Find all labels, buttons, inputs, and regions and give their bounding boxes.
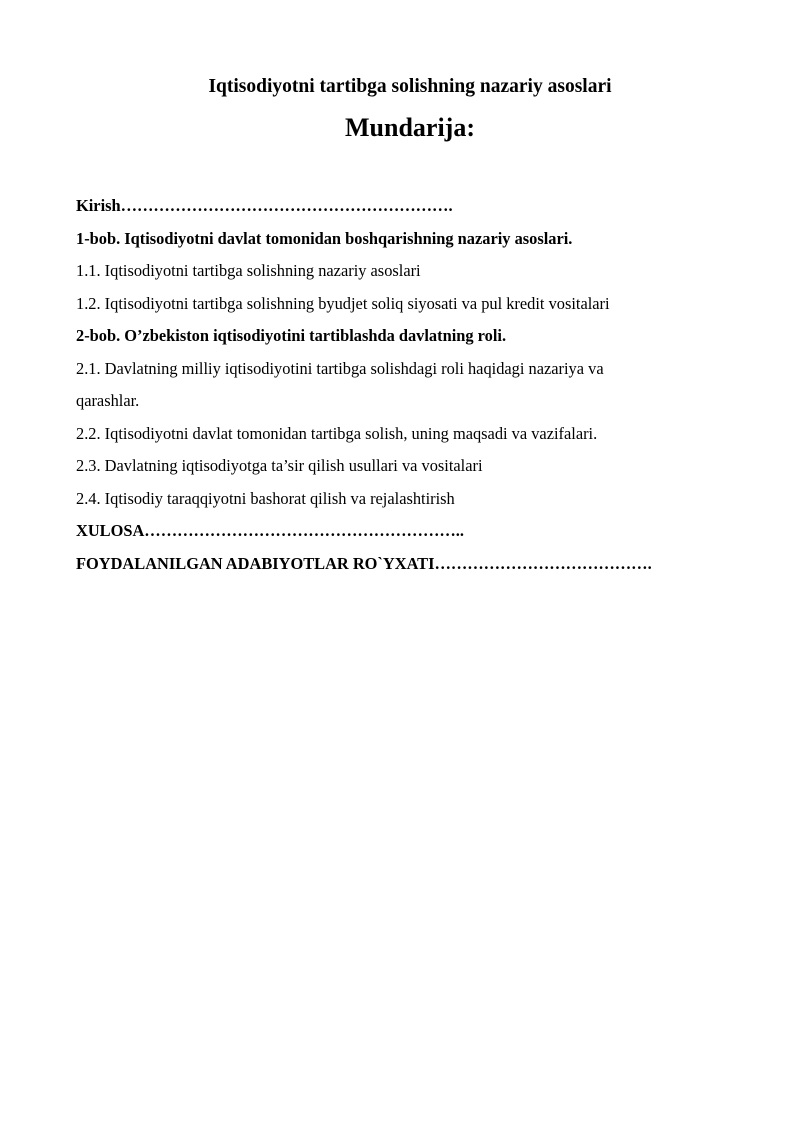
toc-entry: qarashlar. xyxy=(76,391,140,410)
toc-entry: Kirish……………………………………………………. xyxy=(76,196,453,215)
toc-entry: FOYDALANILGAN ADABIYOTLAR RO`YXATI…………………………………. xyxy=(76,553,652,573)
toc-entry: 1.1. Iqtisodiyotni tartibga solishning nazariy asoslari xyxy=(76,261,421,280)
toc-entry: 1.2. Iqtisodiyotni tartibga solishning byudjet soliq siyosati va pul kredit vositalari xyxy=(76,293,610,313)
table-of-contents xyxy=(76,190,776,580)
toc-entry: 2.2. Iqtisodiyotni davlat tomonidan tartibga solish, uning maqsadi va vazifalari. xyxy=(76,423,598,443)
toc-entry: 2.3. Davlatning iqtisodiyotga ta’sir qilish usullari va vositalari xyxy=(76,456,483,475)
toc-entry: 2.1. Davlatning milliy iqtisodiyotini tartibga solishdagi roli haqidagi nazariya va xyxy=(76,358,604,378)
toc-entry: 1-bob. Iqtisodiyotni davlat tomonidan boshqarishning nazariy asoslari. xyxy=(76,228,573,248)
toc-heading: Mundarija: xyxy=(345,113,475,142)
toc-entry: XULOSA………………………………………………….. xyxy=(76,521,464,540)
toc-entry: 2.4. Iqtisodiy taraqqiyotni bashorat qilish va rejalashtirish xyxy=(76,488,455,508)
toc-entry: 2-bob. O’zbekiston iqtisodiyotini tartiblashda davlatning roli. xyxy=(76,326,507,345)
document-title: Iqtisodiyotni tartibga solishning nazariy asoslari xyxy=(208,76,612,97)
